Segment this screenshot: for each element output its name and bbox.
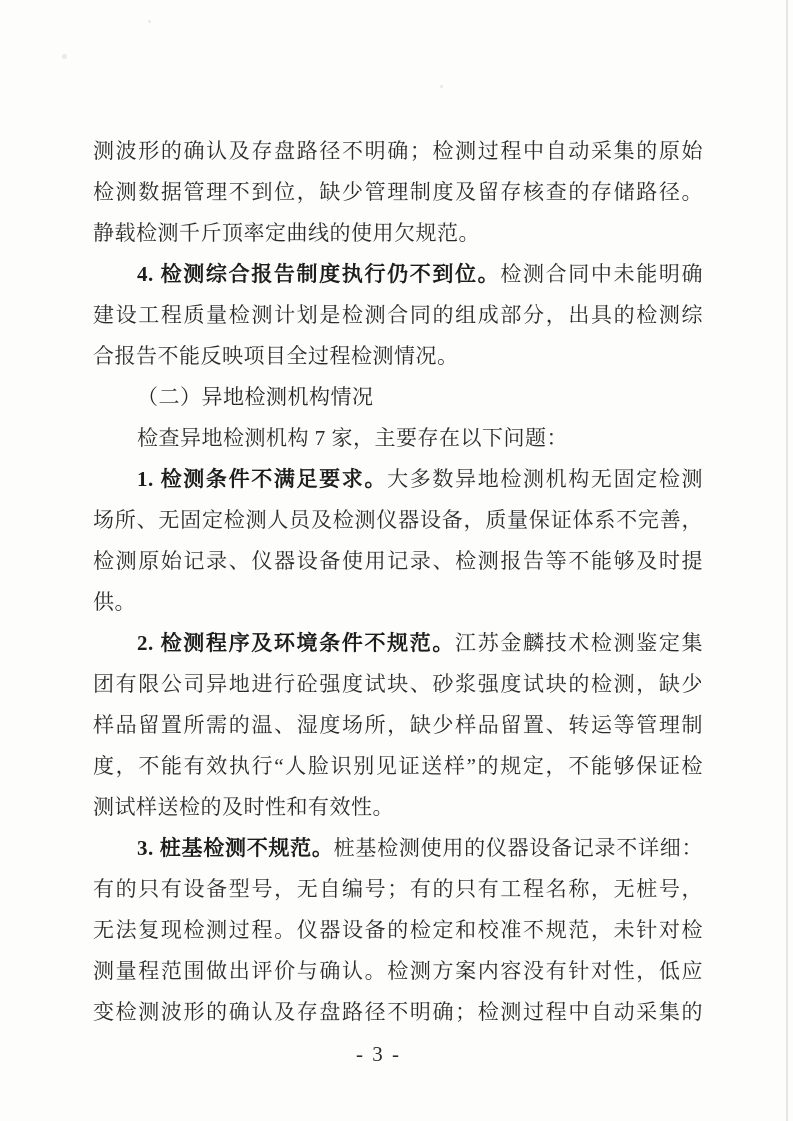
line-text: 桩基检测使用的仪器设备记录不详细：: [333, 836, 704, 860]
text-line: [93, 459, 703, 500]
line-text: 度，不能有效执行“人脸识别见证送样”的规定，不能够保证检: [93, 754, 703, 778]
line-text: 无法复现检测过程。仪器设备的检定和校准不规范，未针对检: [93, 918, 703, 942]
text-line: [93, 664, 703, 705]
line-text: 检测数据管理不到位，缺少管理制度及留存核查的存储路径。: [93, 180, 703, 204]
line-text: 场所、无固定检测人员及检测仪器设备，质量保证体系不完善，: [93, 508, 703, 532]
text-line: [93, 254, 703, 295]
text-line: [93, 336, 703, 377]
text-line: [93, 500, 703, 541]
line-text: 检查异地检测机构 7 家，主要存在以下问题：: [137, 426, 568, 450]
line-text: 样品留置所需的温、湿度场所，缺少样品留置、转运等管理制: [93, 713, 703, 737]
text-line: [93, 869, 703, 910]
document-text-block: [93, 131, 703, 1033]
text-line: [93, 951, 703, 992]
text-line: [93, 910, 703, 951]
line-text: 有的只有设备型号，无自编号；有的只有工程名称，无桩号，: [93, 877, 703, 901]
text-line: [93, 746, 703, 787]
line-text: 供。: [93, 590, 136, 614]
line-text: 测量程范围做出评价与确认。检测方案内容没有针对性，低应: [93, 959, 703, 983]
scan-speck: [440, 85, 443, 88]
line-text: 静载检测千斤顶率定曲线的使用欠规范。: [93, 221, 480, 245]
text-line: [93, 418, 703, 459]
text-line: [93, 131, 703, 172]
text-line: [93, 828, 703, 869]
text-line: [93, 582, 703, 623]
bold-lead: 4. 检测综合报告制度执行仍不到位。: [137, 262, 501, 286]
line-text: 大多数异地检测机构无固定检测: [387, 467, 704, 491]
text-line: [93, 787, 703, 828]
line-text: 变检测波形的确认及存盘路径不明确；检测过程中自动采集的: [93, 1000, 703, 1024]
line-text: 合报告不能反映项目全过程检测情况。: [93, 344, 459, 368]
scan-speck: [62, 54, 67, 59]
bold-lead: 1. 检测条件不满足要求。: [137, 467, 388, 491]
line-text: 检测合同中未能明确: [500, 262, 704, 286]
bold-lead: 2. 检测程序及环境条件不规范。: [137, 631, 456, 655]
text-line: [93, 172, 703, 213]
line-text: （二）异地检测机构情况: [137, 385, 374, 409]
text-line: [93, 213, 703, 254]
line-text: 测试样送检的及时性和有效性。: [93, 795, 394, 819]
text-line: [93, 377, 703, 418]
line-text: 团有限公司异地进行砼强度试块、砂浆强度试块的检测，缺少: [93, 672, 703, 696]
text-line: [93, 541, 703, 582]
text-line: [93, 705, 703, 746]
text-line: [93, 992, 703, 1033]
scan-edge-line: [786, 0, 788, 1121]
text-line: [93, 623, 703, 664]
line-text: 建设工程质量检测计划是检测合同的组成部分，出具的检测综: [93, 303, 703, 327]
text-line: [93, 295, 703, 336]
scan-speck: [148, 20, 151, 23]
bold-lead: 3. 桩基检测不规范。: [137, 836, 334, 860]
page-number: - 3 -: [356, 1042, 401, 1066]
line-text: 检测原始记录、仪器设备使用记录、检测报告等不能够及时提: [93, 549, 703, 573]
page-footer: [0, 1042, 775, 1067]
line-text: 测波形的确认及存盘路径不明确；检测过程中自动采集的原始: [93, 139, 703, 163]
line-text: 江苏金麟技术检测鉴定集: [455, 631, 704, 655]
